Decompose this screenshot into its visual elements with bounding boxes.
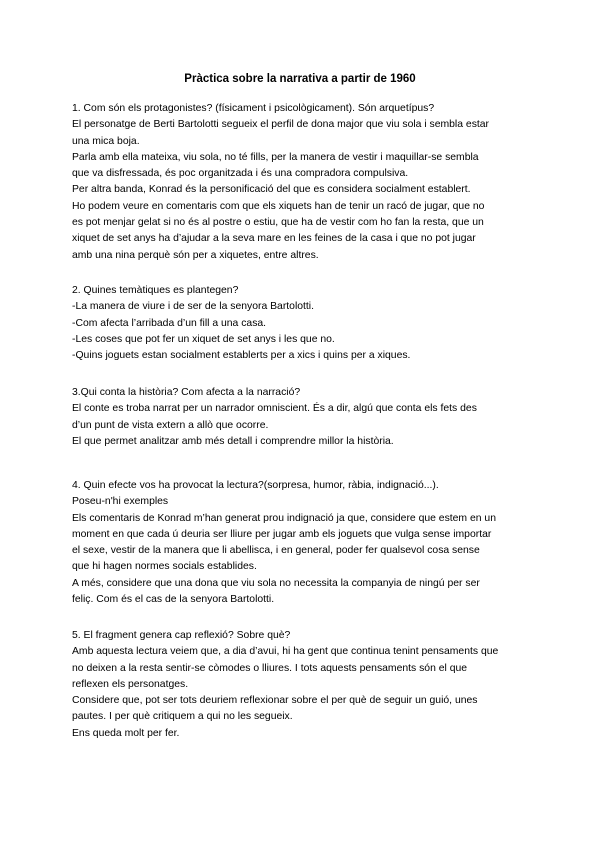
paragraph-line: que hi hagen normes socials establides.	[72, 561, 257, 573]
paragraph-line: Parla amb ella mateixa, viu sola, no té fills, per la manera de vestir i maquillar-se sembla	[72, 151, 479, 163]
paragraph-line: Considere que, pot ser tots deuriem reflexionar sobre el per què de seguir un guió, unes	[72, 695, 478, 707]
question-5-section	[72, 628, 532, 742]
paragraph-line: amb una nina perquè són per a xiquetes, entre altres.	[72, 249, 319, 261]
paragraph-line: feliç. Com és el cas de la senyora Bartolotti.	[72, 594, 275, 606]
paragraph-line: xiquet de set anys ha d’ajudar a la seva mare en les feines de la casa i que no pot jugar	[72, 233, 476, 245]
paragraph-line: Poseu-n'hi exemples	[72, 496, 169, 508]
question-3-heading: 3.Qui conta la història? Com afecta a la narració?	[72, 387, 301, 398]
question-3-section	[72, 385, 532, 450]
list-item: -Quins joguets estan socialment establerts per a xics i quins per a xiques.	[72, 350, 411, 362]
paragraph-line: Ens queda molt per fer.	[72, 727, 180, 739]
paragraph-line: el sexe, vestir de la manera que li abellisca, i en general, poder fer qualsevol cosa sense	[72, 545, 480, 557]
question-4-section	[72, 478, 532, 608]
paragraph-line: El que permet analitzar amb més detall i comprendre millor la història.	[72, 435, 394, 447]
paragraph-line: Amb aquesta lectura veiem que, a dia d’avui, hi ha gent que continua tenint pensaments que	[72, 646, 499, 658]
question-2-section	[72, 283, 532, 364]
paragraph-line: Per altra banda, Konrad és la personificació del que es considera socialment establert.	[72, 184, 471, 196]
question-5-heading: 5. El fragment genera cap reflexió? Sobre què?	[72, 630, 291, 641]
paragraph-line: no deixen a la resta sentir-se còmodes o lliures. I tots aquests pensaments són el que	[72, 662, 468, 674]
paragraph-line: El personatge de Berti Bartolotti segueix el perfil de dona major que viu sola i sembla estar	[72, 119, 490, 131]
paragraph-line: d’un punt de vista extern a allò que ocorre.	[72, 419, 269, 431]
question-2-heading: 2. Quines temàtiques es plantegen?	[72, 285, 239, 296]
list-item: -Les coses que pot fer un xiquet de set anys i les que no.	[72, 333, 335, 345]
paragraph-line: moment en que cada ú deuria ser lliure per jugar amb els joguets que vulga sense importar	[72, 528, 492, 540]
question-4-heading: 4. Quin efecte vos ha provocat la lectura?(sorpresa, humor, ràbia, indignació...).	[72, 480, 439, 491]
paragraph-line: A més, considere que una dona que viu sola no necessita la companyia de ningú per ser	[72, 577, 480, 589]
paragraph-line: una mica boja.	[72, 135, 140, 147]
list-item: -La manera de viure i de ser de la senyora Bartolotti.	[72, 301, 314, 313]
paragraph-line: Ho podem veure en comentaris com que els xiquets han de tenir un racó de jugar, que no	[72, 200, 485, 212]
list-item: -Com afecta l’arribada d’un fill a una casa.	[72, 317, 267, 329]
question-1-heading: 1. Com són els protagonistes? (físicament i psicològicament). Són arquetípus?	[72, 103, 435, 114]
question-1-section	[72, 101, 532, 264]
paragraph-line: Els comentaris de Konrad m’han generat prou indignació ja que, considere que estem en un	[72, 512, 496, 524]
paragraph-line: El conte es troba narrat per un narrador omniscient. És a dir, algú que conta els fets des	[72, 403, 477, 415]
paragraph-line: que va disfressada, és poc organitzada i és una compradora compulsiva.	[72, 168, 409, 180]
paragraph-line: reflexen els personatges.	[72, 678, 189, 690]
paragraph-line: es pot menjar gelat si no és al postre o estiu, que ha de vestir com ho fan la resta, que un	[72, 217, 484, 229]
document-title: Pràctica sobre la narrativa a partir de 1960	[184, 73, 416, 85]
paragraph-line: pautes. I per què critiquem a qui no les segueix.	[72, 711, 293, 723]
